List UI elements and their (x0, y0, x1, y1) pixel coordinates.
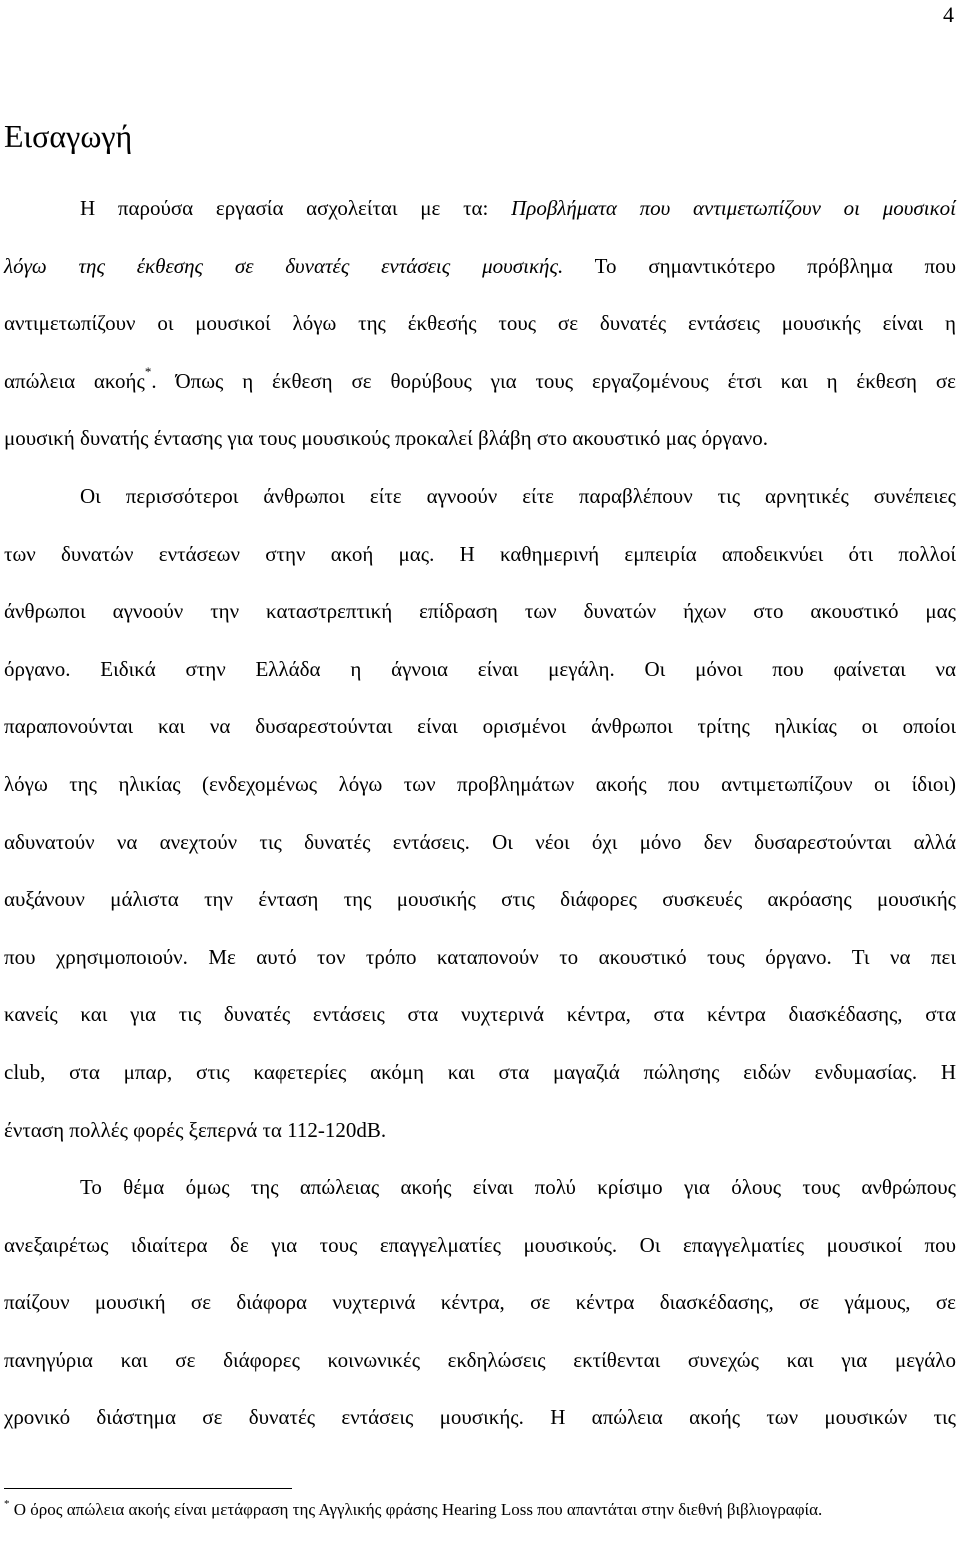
text-line (4, 1278, 956, 1336)
text-segment: Η παρούσα εργασία ασχολείται με τα: (80, 196, 512, 220)
text-segment: αυξάνουν μάλιστα την ένταση της μουσικής στις διάφορες συσκευές ακρόασης μουσικής (4, 887, 956, 912)
text-segment: Οι περισσότεροι άνθρωποι είτε αγνοούν είτε παραβλέπουν τις αρνητικές συνέπειες (80, 483, 956, 508)
text-segment: των δυνατών εντάσεων στην ακοή μας. Η καθημερινή εμπειρία αποδεικνύει ότι πολλοί (4, 541, 956, 566)
body-text (4, 184, 956, 1451)
footnote-reference: * (144, 363, 152, 379)
text-segment: παραπονούνται και να δυσαρεστούνται είναι ορισμένοι άνθρωποι τρίτης ηλικίας οι οποίοι (4, 714, 956, 739)
text-line (4, 587, 956, 645)
text-segment: απώλεια ακοής (4, 368, 145, 393)
text-segment: που χρησιμοποιούν. Με αυτό τον τρόπο καταπονούν το ακουστικό τους όργανο. Τι να πει (4, 944, 956, 969)
italic-text: λόγω της έκθεσης σε δυνατές εντάσεις μουσικής. (4, 253, 564, 278)
text-line (4, 760, 956, 818)
text-line (4, 472, 956, 530)
footnote-marker: * (4, 1498, 10, 1510)
text-line (4, 645, 956, 703)
footnote (4, 1498, 954, 1522)
text-segment: όργανο. Ειδικά στην Ελλάδα η άγνοια είναι μεγάλη. Οι μόνοι που φαίνεται να (4, 656, 956, 681)
text-segment: χρονικό διάστημα σε δυνατές εντάσεις μουσικής. Η απώλεια ακοής των μουσικών τις (4, 1405, 956, 1430)
text-segment: άνθρωποι αγνοούν την καταστρεπτική επίδραση των δυνατών ήχων στο ακουστικό μας (4, 599, 956, 624)
italic-text: Προβλήματα που αντιμετωπίζουν οι μουσικοί (511, 196, 956, 220)
text-line (4, 1221, 956, 1279)
footnote-text: Ο όρος απώλεια ακοής είναι μετάφραση της Αγγλικής φράσης Hearing Loss που απαντάται στην διεθνή βιβλιογραφία. (9, 1500, 823, 1519)
text-segment: ένταση πολλές φορές ξεπερνά τα 112-120dB. (4, 1117, 387, 1142)
text-segment: . Όπως η έκθεση σε θορύβους για τους εργαζομένους έτσι και η έκθεση σε (151, 368, 956, 393)
text-line (4, 299, 956, 357)
text-line (4, 875, 956, 933)
text-segment: Το σημαντικότερο πρόβλημα που (563, 253, 957, 278)
text-line (4, 357, 956, 415)
text-line (4, 933, 956, 991)
text-segment: πανηγύρια και σε διάφορες κοινωνικές εκδηλώσεις εκτίθενται συνεχώς και για μεγάλο (4, 1347, 956, 1372)
text-segment: Το θέμα όμως της απώλειας ακοής είναι πολύ κρίσιμο για όλους τους ανθρώπους (80, 1175, 956, 1200)
text-line (4, 1393, 956, 1451)
text-segment: μουσική δυνατής έντασης για τους μουσικούς προκαλεί βλάβη στο ακουστικό μας όργανο. (4, 426, 768, 451)
text-line (4, 242, 956, 300)
text-segment: λόγω της ηλικίας (ενδεχομένως λόγω των προβλημάτων ακοής που αντιμετωπίζουν οι ίδιοι) (4, 771, 956, 796)
text-line (4, 1048, 956, 1106)
text-segment: παίζουν μουσική σε διάφορα νυχτερινά κέντρα, σε κέντρα διασκέδασης, σε γάμους, σε (4, 1290, 956, 1315)
text-segment: ανεξαιρέτως ιδιαίτερα δε για τους επαγγελματίες μουσικούς. Οι επαγγελματίες μουσικοί που (4, 1232, 956, 1257)
text-line (4, 990, 956, 1048)
text-segment: αδυνατούν να ανεχτούν τις δυνατές εντάσεις. Οι νέοι όχι μόνο δεν δυσαρεστούνται αλλά (4, 829, 956, 854)
text-line (4, 414, 956, 472)
text-segment: αντιμετωπίζουν οι μουσικοί λόγω της έκθεσής τους σε δυνατές εντάσεις μουσικής είναι η (4, 311, 956, 336)
text-line (4, 1106, 956, 1164)
footnote-separator (4, 1488, 292, 1489)
page-number: 4 (943, 2, 954, 27)
text-segment: club, στα μπαρ, στις καφετερίες ακόμη και στα μαγαζιά πώλησης ειδών ενδυμασίας. Η (4, 1059, 956, 1084)
text-line (4, 530, 956, 588)
paragraph (4, 472, 956, 1163)
text-line (4, 1336, 956, 1394)
text-segment: κανείς και για τις δυνατές εντάσεις στα νυχτερινά κέντρα, στα κέντρα διασκέδασης, στα (4, 1002, 956, 1027)
text-line (4, 702, 956, 760)
paragraph (4, 1163, 956, 1451)
text-line (4, 184, 956, 242)
paragraph (4, 184, 956, 472)
text-line (4, 818, 956, 876)
text-line (4, 1163, 956, 1221)
page-title: Εισαγωγή (4, 118, 133, 154)
